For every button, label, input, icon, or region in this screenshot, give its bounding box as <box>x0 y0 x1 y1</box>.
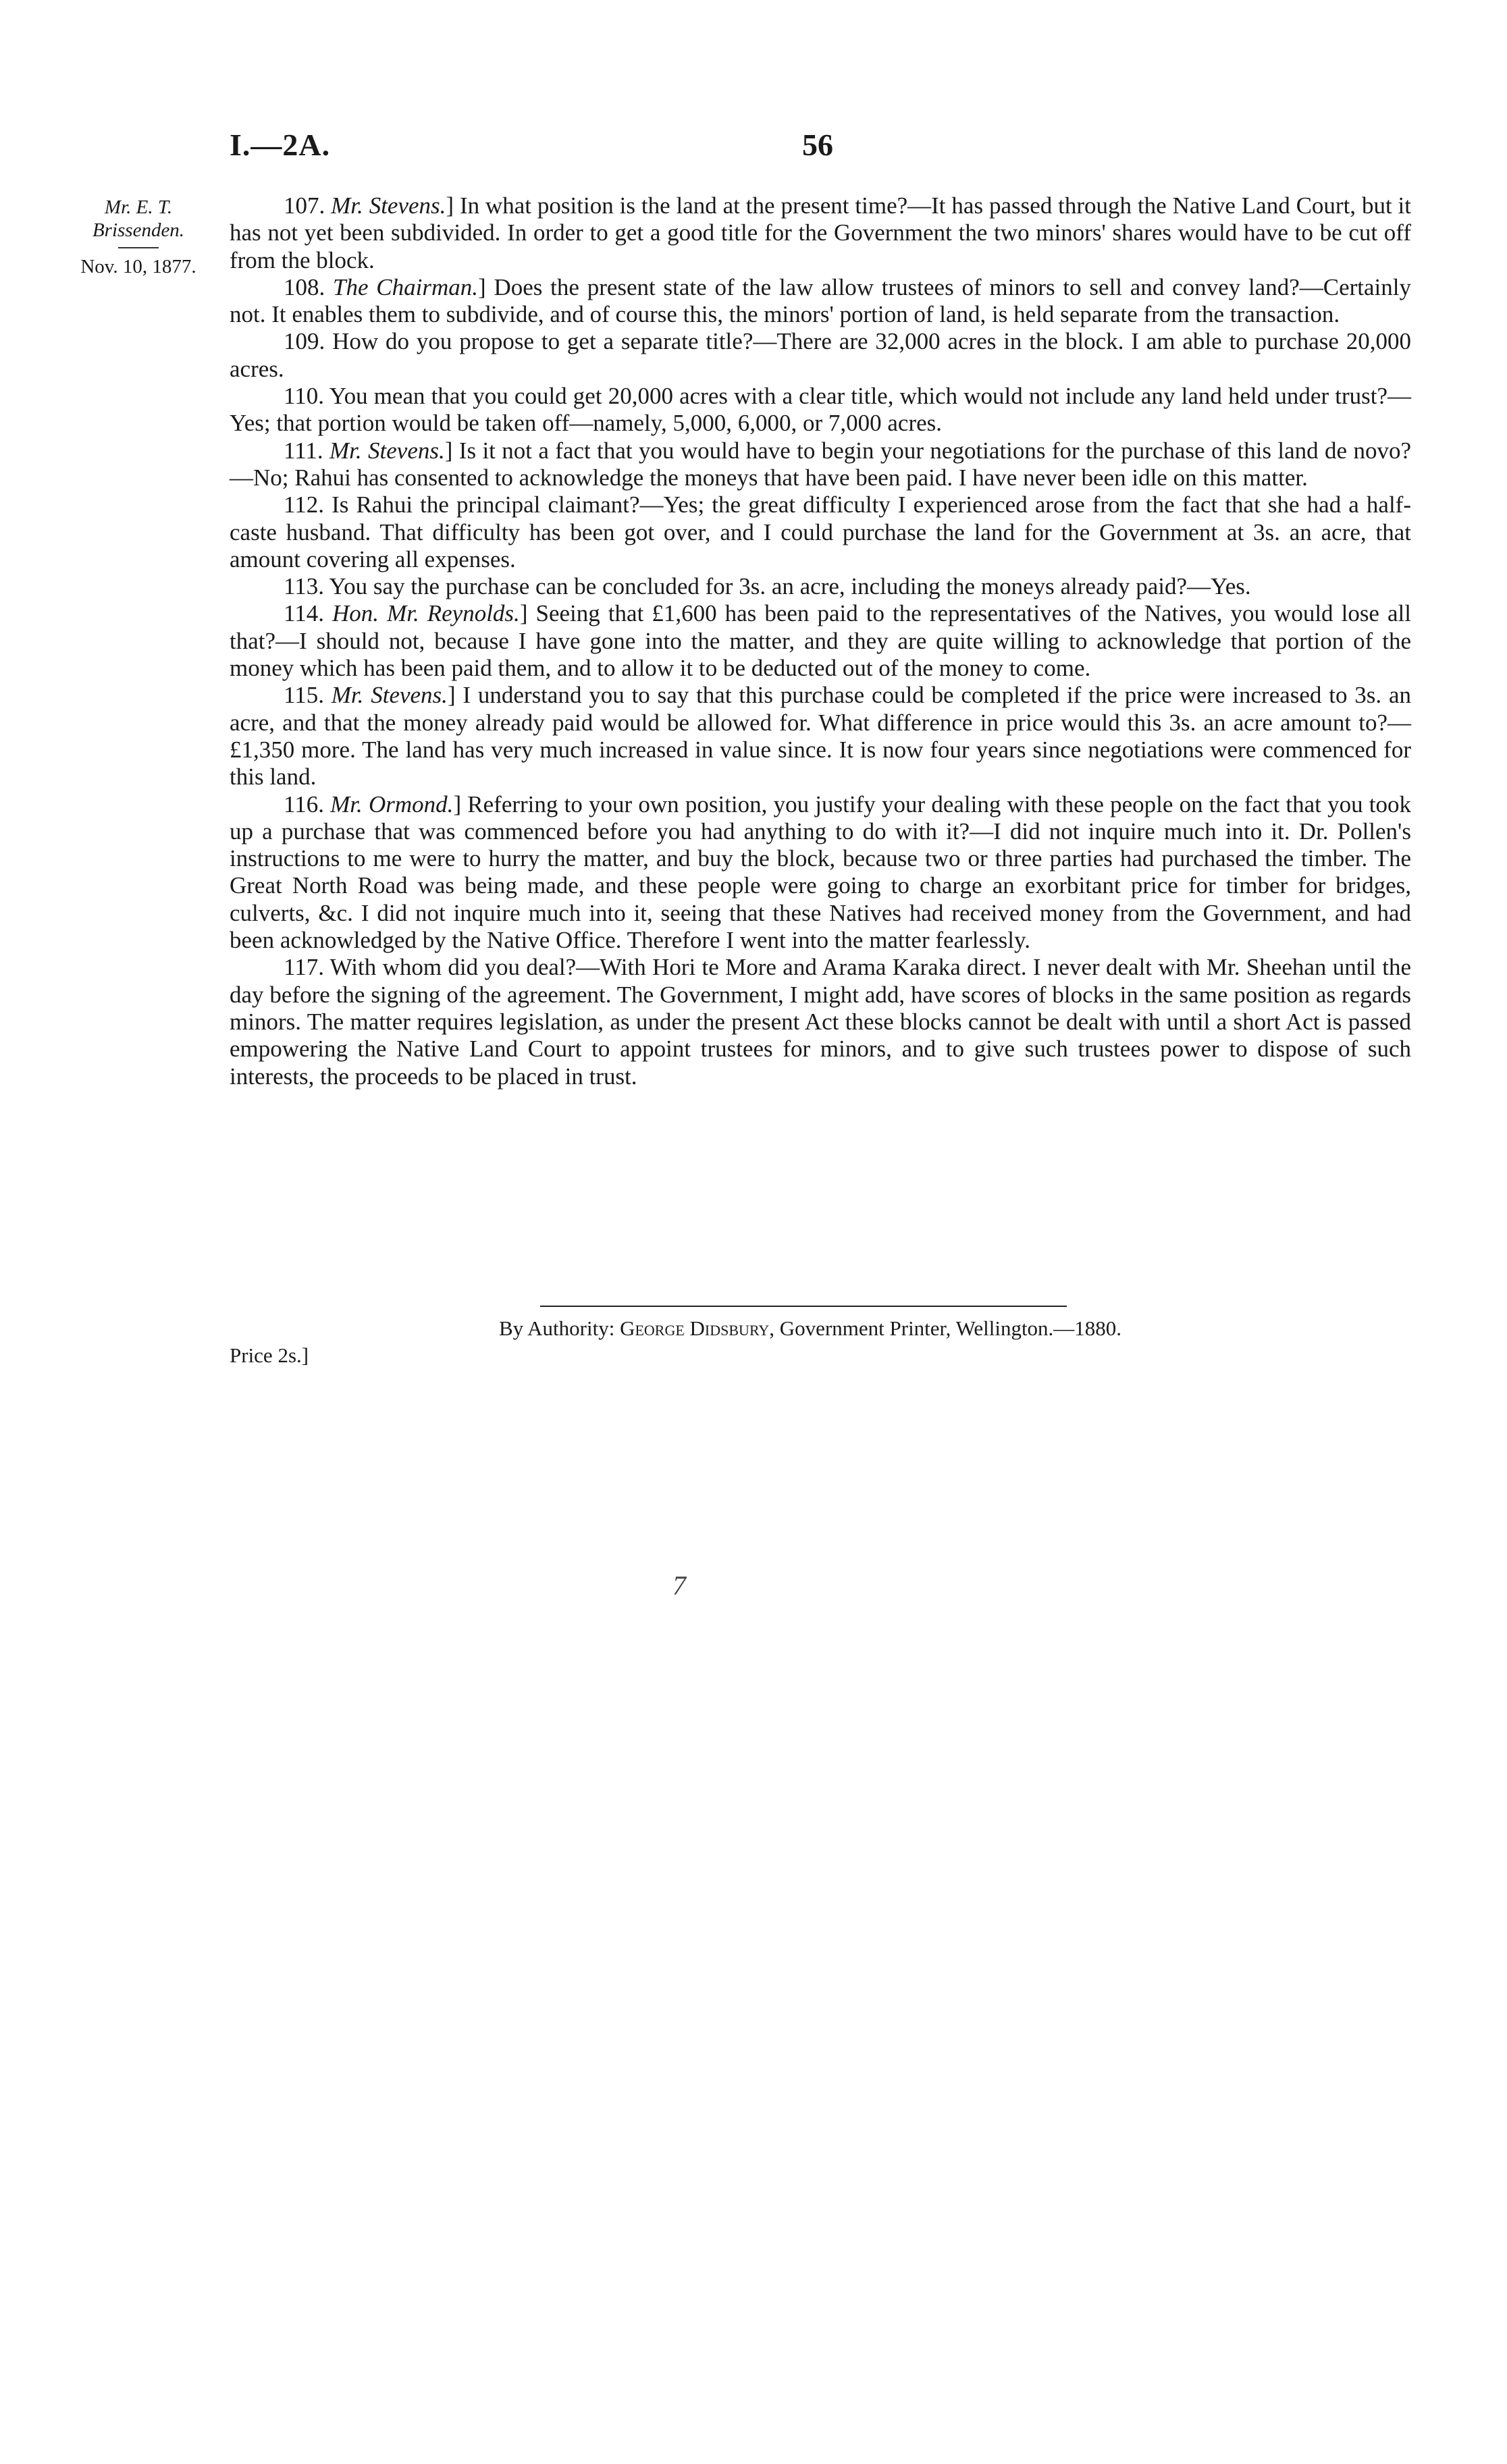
question-number: 108. <box>284 273 325 300</box>
speaker-name: Mr. Stevens. <box>331 192 446 219</box>
question-text: ] Is it not a fact that you would have to begin your negotiations for the purchase of this land de novo?—No; Rahui has consented to acknowledge the moneys that have been paid. I have never been idle on this matter. <box>230 437 1411 491</box>
question-number: 116. <box>284 791 324 818</box>
question-text: You say the purchase can be concluded for 3s. an acre, including the moneys already paid?—Yes. <box>329 573 1251 600</box>
evidence-body <box>230 192 1411 1090</box>
question-number: 107. <box>284 192 325 219</box>
authority-label: By Authority: <box>498 1316 615 1340</box>
question-text: With whom did you deal?—With Hori te More and Arama Karaka direct. I never dealt with Mr. Sheehan until the day before the signing of the agreement. The Government, I might add, have scores of blocks in the same position as regards minors. The matter requires legislation, as under the present Act these blocks cannot be dealt with until a short Act is passed empowering the Native Land Court to appoint trustees for minors, and to give such trustees power to dispose of such interests, the proceeds to be placed in trust. <box>230 954 1411 1090</box>
question-text: ] Seeing that £1,600 has been paid to the representatives of the Natives, you would lose all that?—I should not, because I have gone into the matter, and they are quite willing to acknowledge that portion of the money which has been paid them, and to allow it to be deducted out of the money to come. <box>230 600 1412 682</box>
question-paragraph <box>230 192 1411 274</box>
witness-name: Mr. E. T. Brissenden. <box>92 196 185 241</box>
margin-divider <box>118 247 159 248</box>
question-number: 115. <box>284 682 324 709</box>
question-number: 109. <box>284 328 325 355</box>
question-number: 111. <box>284 437 323 464</box>
question-text: ] Does the present state of the law allow trustees of minors to sell and convey land?—Certainly not. It enables them to subdivide, and of course this, the minors' portion of land, is held separate from the transaction. <box>230 273 1411 328</box>
question-paragraph <box>230 383 1411 437</box>
question-text: ] I understand you to say that this purchase could be completed if the price were increased to 3s. an acre, and that the money already paid would be allowed for. What difference in price would this 3s. an acre amount to?—£1,350 more. The land has very much increased in value since. It is now four years since negotiations were commenced for this land. <box>230 682 1411 791</box>
page-number: 56 <box>802 128 833 162</box>
speaker-name: Mr. Stevens. <box>329 437 445 464</box>
stray-mark: 7 <box>672 1570 686 1601</box>
question-text: ] In what position is the land at the present time?—It has passed through the Native Land Court, but it has not yet been subdivided. In order to get a good title for the Government the two minors' shares would have to be cut off from the block. <box>230 192 1412 273</box>
authority-details: , Government Printer, Wellington.—1880. <box>769 1316 1122 1340</box>
margin-note <box>61 196 216 278</box>
question-paragraph <box>230 328 1411 383</box>
question-number: 112. <box>284 491 324 518</box>
footer-divider <box>540 1306 1067 1307</box>
question-text: Is Rahui the principal claimant?—Yes; the great difficulty I experienced arose from the fact that she had a half-caste husband. That difficulty has been got over, and I could purchase the land for the Government at 3s. an acre, that amount covering all expenses. <box>230 491 1411 572</box>
question-number: 114. <box>284 600 324 627</box>
speaker-name: Hon. Mr. Reynolds. <box>332 600 520 627</box>
question-paragraph <box>230 274 1411 329</box>
speaker-name: Mr. Stevens. <box>331 682 448 709</box>
question-paragraph <box>230 954 1411 1090</box>
question-number: 113. <box>284 573 324 600</box>
witness-date: Nov. 10, 1877. <box>80 256 196 277</box>
printer-imprint <box>439 1316 1182 1341</box>
document-reference: I.—2A. <box>230 128 331 162</box>
printer-name: George Didsbury <box>620 1316 770 1340</box>
question-text: How do you propose to get a separate title?—There are 32,000 acres in the block. I am able to purchase 20,000 acres. <box>230 328 1412 382</box>
question-paragraph <box>230 791 1411 955</box>
question-text: ] Referring to your own position, you justify your dealing with these people on the fact that you took up a purchase that was commenced before you had anything to do with it?—I did not inquire much into it. Dr. Pollen's instructions to me were to hurry the matter, and buy the block, because two or three parties had purchased the timber. The Great North Road was being made, and these people were going to charge an exorbitant price for timber for bridges, culverts, &c. I did not inquire much into it, seeing that these Natives had received money from the Government, and had been acknowledged by the Native Office. Therefore I went into the matter fearlessly. <box>230 791 1411 954</box>
question-paragraph <box>230 573 1411 600</box>
question-paragraph <box>230 491 1411 573</box>
price-label: Price 2s.] <box>230 1343 309 1367</box>
speaker-name: Mr. Ormond. <box>330 791 454 818</box>
question-number: 110. <box>284 383 324 410</box>
question-number: 117. <box>284 954 324 981</box>
question-paragraph <box>230 600 1411 682</box>
question-text: You mean that you could get 20,000 acres with a clear title, which would not include any land held under trust?—Yes; that portion would be taken off—namely, 5,000, 6,000, or 7,000 acres. <box>230 383 1411 437</box>
question-paragraph <box>230 437 1411 492</box>
question-paragraph <box>230 682 1411 791</box>
speaker-name: The Chairman. <box>333 273 479 300</box>
